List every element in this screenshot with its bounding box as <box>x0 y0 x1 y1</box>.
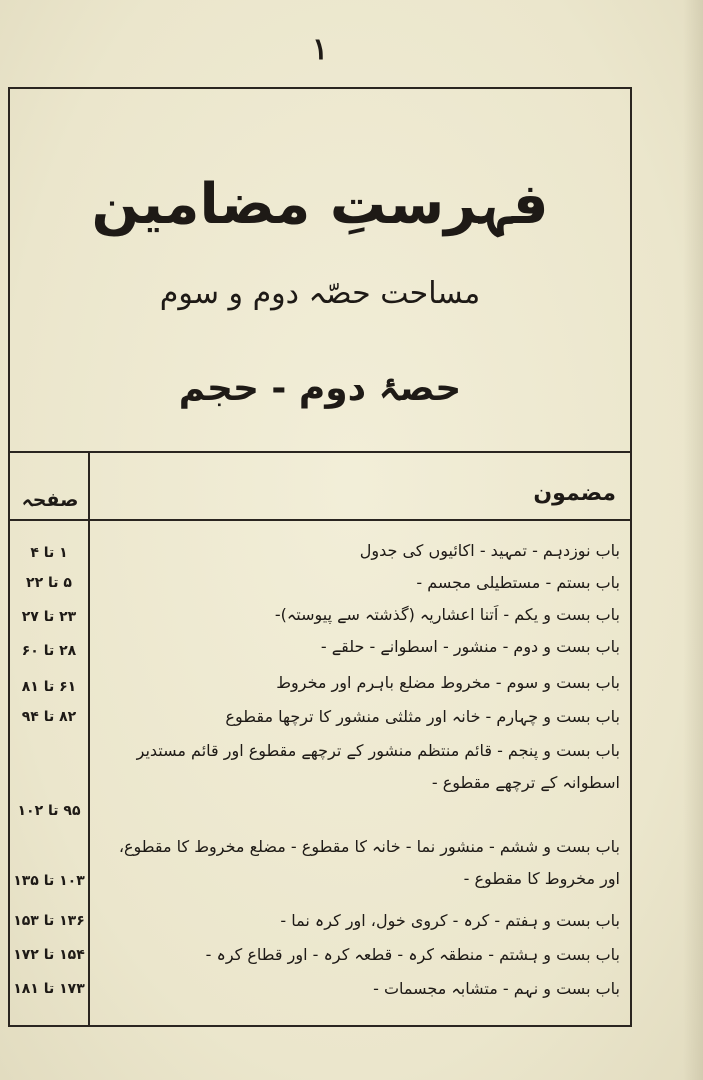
toc-row-pages: ۱۳۶ تا ۱۵۳ <box>13 913 85 929</box>
page-edge-shadow <box>683 0 703 1080</box>
toc-row-pages: ۲۸ تا ۶۰ <box>21 643 77 659</box>
header-rule <box>10 519 630 521</box>
toc-row-pages: ۸۲ تا ۹۴ <box>21 709 77 725</box>
toc-row-subject: باب بست و پنجم - قائم منتظم منشور کے ترچھے مقطوع اور قائم مستدیر اسطوانہ کے ترچھے مقطوع - <box>136 741 620 792</box>
toc-row-pages: ۲۳ تا ۲۷ <box>21 609 77 625</box>
title-block <box>10 89 630 453</box>
toc-row-subject: باب بست و یکم - اَتنا اعشاریہ (گذشتہ سے پیوستہ)- <box>274 605 620 624</box>
toc-row-pages: ۱ تا ۴ <box>30 545 68 561</box>
toc-row-pages: ۱۰۳ تا ۱۳۵ <box>13 873 85 889</box>
toc-row-pages: ۶۱ تا ۸۱ <box>21 679 77 695</box>
section-label: حصۂ دوم - حجم <box>178 368 462 409</box>
book-subtitle: مساحت حصّہ دوم و سوم <box>159 276 481 311</box>
page-title: فہرستِ مضامین <box>91 172 549 237</box>
toc-row-pages: ۹۵ تا ۱۰۲ <box>17 803 81 819</box>
toc-row-subject: باب بست و دوم - منشور - اسطوانے - حلقے - <box>320 637 620 656</box>
toc-row-pages: ۵ تا ۲۲ <box>26 575 72 591</box>
column-divider <box>88 451 90 1027</box>
toc-row-pages: ۱۵۴ تا ۱۷۲ <box>13 947 85 963</box>
contents-frame <box>8 87 632 1027</box>
toc-row-subject: باب بست و سوم - مخروط مضلع باہرم اور مخروط <box>276 673 620 692</box>
toc-row-subject: باب بست و چہارم - خانہ اور مثلثی منشور کا ترچھا مقطوع <box>225 707 620 726</box>
toc-row-pages: ۱۷۳ تا ۱۸۱ <box>13 981 85 997</box>
toc-row-subject: باب بست و ہشتم - منطقہ کرہ - قطعہ کرہ - اور قطاع کرہ - <box>205 945 620 964</box>
toc-row-subject: باب نوزدہم - تمہید - اکائیوں کی جدول <box>359 541 620 560</box>
toc-row-subject: باب بست و نہم - متشابہ مجسمات - <box>373 979 620 998</box>
toc-row-subject: باب بست و ہفتم - کرہ - کروی خول، اور کرہ نما - <box>280 911 620 930</box>
page-column-header: صفحہ <box>21 489 79 511</box>
toc-row-subject: باب بستم - مستطیلی مجسم - <box>416 573 620 592</box>
page-number: ۱ <box>311 32 329 67</box>
subject-column-header: مضمون <box>533 481 616 506</box>
toc-row-subject: باب بست و ششم - منشور نما - خانہ کا مقطوع - مضلع مخروط کا مقطوع، اور مخروط کا مقطوع - <box>118 837 620 888</box>
